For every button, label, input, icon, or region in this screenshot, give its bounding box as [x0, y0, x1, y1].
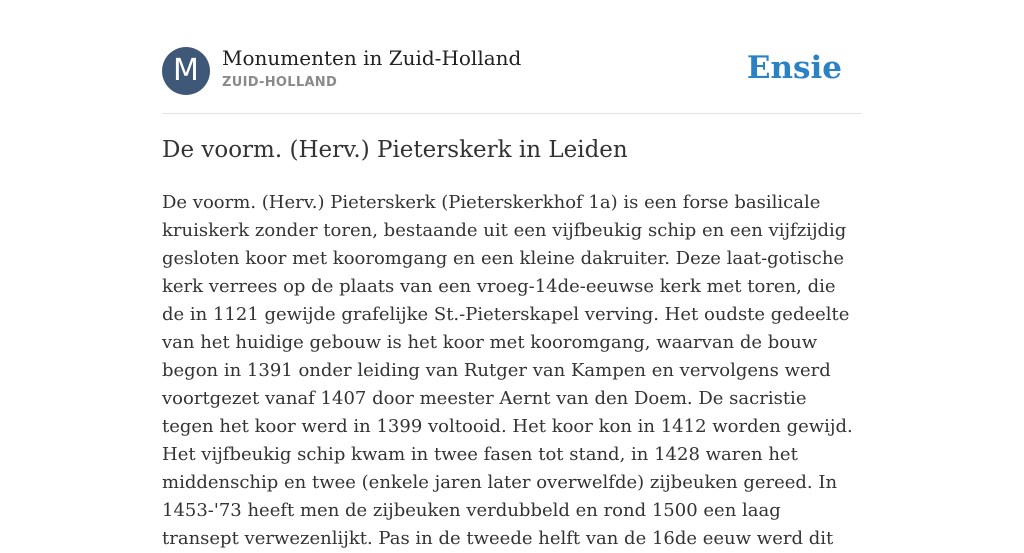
site-title[interactable]: Monumenten in Zuid-Holland: [222, 46, 522, 70]
site-subtitle[interactable]: ZUID-HOLLAND: [222, 75, 338, 90]
article-title: De voorm. (Herv.) Pieterskerk in Leiden: [162, 137, 628, 163]
article-body: De voorm. (Herv.) Pieterskerk (Pieterskerkhof 1a) is een forse basilicale kruiskerk zonder toren, bestaande uit een vijfbeukig schip en een vijfzijdig gesloten koor met kooromgang en een kleine dakruiter. Deze laat-gotische kerk verrees op de plaats van een vroeg-14de-eeuwse kerk met toren, die de in 1121 gewijde grafelijke St.-Pieterskapel verving. Het oudste gedeelte van het huidige gebouw is het koor met kooromgang, waarvan de bouw begon in 1391 onder leiding van Rutger van Kampen en vervolgens werd voortgezet vanaf 1407 door meester Aernt van den Doem. De sacristie tegen het koor werd in 1399 voltooid. Het koor kon in 1412 worden gewijd. Het vijfbeukig schip kwam in twee fasen tot stand, in 1428 waren het middenschip en twee (enkele jaren later overwelfde) zijbeuken gereed. In 1453-'73 heeft men de zijbeuken verdubbeld en rond 1500 een laag transept verwezenlijkt. Pas in de tweede helft van de 16de eeuw werd dit: [162, 192, 853, 549]
avatar[interactable]: M: [162, 47, 210, 95]
header: [162, 46, 862, 96]
divider: [162, 113, 862, 114]
brand-logo[interactable]: Ensie: [746, 50, 842, 86]
